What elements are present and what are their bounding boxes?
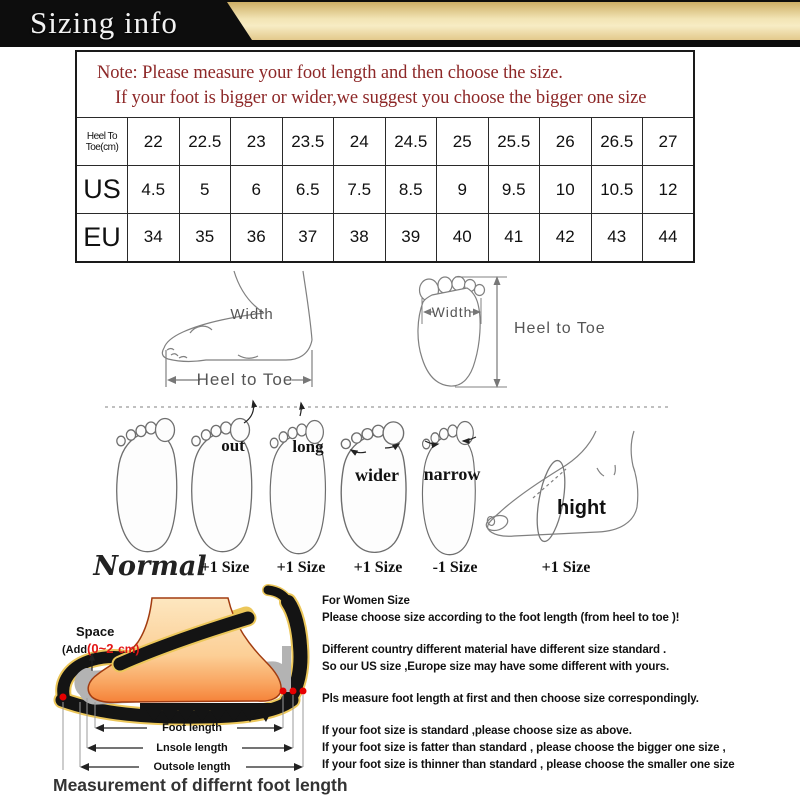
size-table-cell: 5 [179, 166, 231, 214]
insole-heel-dot [290, 688, 297, 695]
sizing-note-gap [322, 676, 796, 691]
size-table-cell: 38 [334, 214, 386, 262]
sizing-note-line-0: For Women Size [322, 595, 410, 607]
top-foot-measure-drawing [418, 276, 606, 388]
sizing-notes-block [322, 593, 796, 774]
size-table-cell: 9.5 [488, 166, 540, 214]
size-table-cell: 10.5 [591, 166, 643, 214]
sizing-note-gap [322, 627, 796, 642]
caption-out-size: +1 Size [200, 559, 250, 576]
foot-type-narrow [422, 422, 480, 555]
sizing-note-line-4: So our US size ,Europe size may have some different with yours. [322, 661, 670, 673]
caption-normal: Normal [93, 551, 207, 582]
top-length-label: Heel to Toe [514, 320, 606, 337]
space-add-prefix: (Add [62, 644, 88, 656]
sizing-note-line-6: Pls measure foot length at first and then choose size correspondingly. [322, 693, 699, 705]
note-line-2: If your foot is bigger or wider,we suggest you choose the bigger one size [115, 87, 647, 108]
size-table-cell: 27 [643, 118, 695, 166]
sizing-note-line-10: If your foot size is thinner than standard , please choose the smaller one size [322, 759, 735, 771]
side-width-label: Width [230, 306, 274, 323]
foot-type-hight [484, 431, 637, 543]
insole-length-label: Lnsole length [156, 742, 228, 754]
size-table-cell: 42 [540, 214, 592, 262]
foot-length-arrow [95, 722, 283, 734]
measurement-caption: Measurement of differnt foot length [53, 775, 348, 795]
foot-heel-dot [280, 688, 287, 695]
outsole-length-label: Outsole length [153, 761, 231, 773]
size-table-cell: 4.5 [128, 166, 180, 214]
size-table-cell: 39 [385, 214, 437, 262]
size-table-cell: 23 [231, 118, 283, 166]
space-label: Space [76, 624, 115, 639]
size-table-cell: 41 [488, 214, 540, 262]
size-table-cell: 34 [128, 214, 180, 262]
side-foot-measure-drawing [162, 271, 312, 389]
size-table-cell: 37 [282, 214, 334, 262]
size-table-cell: 8.5 [385, 166, 437, 214]
size-table-cell: 10 [540, 166, 592, 214]
outsole-length-arrow [80, 761, 303, 773]
foot-type-wider [341, 422, 406, 552]
size-table-row-label: EU [76, 214, 128, 262]
size-table-row-label: US [76, 166, 128, 214]
caption-hight-size: +1 Size [541, 559, 591, 576]
sizing-note-line-3: Different country different material have different size standard . [322, 644, 667, 656]
sizing-note-line-1: Please choose size according to the foot length (from heel to toe )! [322, 612, 680, 624]
space-add-label [62, 637, 139, 659]
foot-length-label: Foot length [162, 722, 222, 734]
caption-wider-size: +1 Size [353, 559, 403, 576]
outsole-heel-dot [300, 688, 307, 695]
sizing-note-gap [322, 708, 796, 723]
size-table-cell: 36 [231, 214, 283, 262]
size-table-cell: 44 [643, 214, 695, 262]
insole-length-arrow [87, 742, 293, 754]
foot-type-normal [117, 419, 177, 552]
size-table-cell: 9 [437, 166, 489, 214]
size-table-cell: 23.5 [282, 118, 334, 166]
foot-type-wider-label: wider [355, 465, 399, 485]
shoe-cross-section [53, 590, 348, 795]
foot-type-narrow-label: narrow [423, 464, 481, 484]
top-width-label: Width [431, 304, 473, 320]
size-table-cell: 26 [540, 118, 592, 166]
size-table-cell: 24.5 [385, 118, 437, 166]
size-table-cell: 6.5 [282, 166, 334, 214]
caption-long-size: +1 Size [276, 559, 326, 576]
foot-type-hight-label: hight [557, 497, 606, 519]
page-title: Sizing info [30, 5, 178, 40]
size-table-cell: 35 [179, 214, 231, 262]
outsole-front-dot [60, 694, 67, 701]
size-table-cell: 25.5 [488, 118, 540, 166]
caption-narrow-size: -1 Size [432, 559, 478, 576]
size-table-cell: 24 [334, 118, 386, 166]
size-table-cell: 25 [437, 118, 489, 166]
size-table-cell: 26.5 [591, 118, 643, 166]
sizing-note-line-9: If your foot size is fatter than standard , please choose the bigger one size , [322, 742, 726, 754]
size-table-cell: 40 [437, 214, 489, 262]
foot-type-long-label: long [292, 437, 324, 456]
foot-type-out-label: out [221, 436, 245, 455]
size-table-cell: 43 [591, 214, 643, 262]
size-table-cell: 22 [128, 118, 180, 166]
space-add-range: (0~2 [87, 641, 114, 656]
side-length-label: Heel to Toe [196, 370, 294, 389]
size-table-cell: 6 [231, 166, 283, 214]
foot-type-out [192, 401, 254, 552]
space-add-unit: cm) [118, 642, 140, 656]
sizing-note-line-8: If your foot size is standard ,please choose size as above. [322, 725, 632, 737]
foot-type-long [270, 403, 325, 554]
size-table-cell: 12 [643, 166, 695, 214]
size-table-cell: 22.5 [179, 118, 231, 166]
note-line-1: Note: Please measure your foot length and then choose the size. [97, 62, 563, 83]
size-table-row-label: Heel To Toe(cm) [76, 118, 128, 166]
size-table-cell: 7.5 [334, 166, 386, 214]
